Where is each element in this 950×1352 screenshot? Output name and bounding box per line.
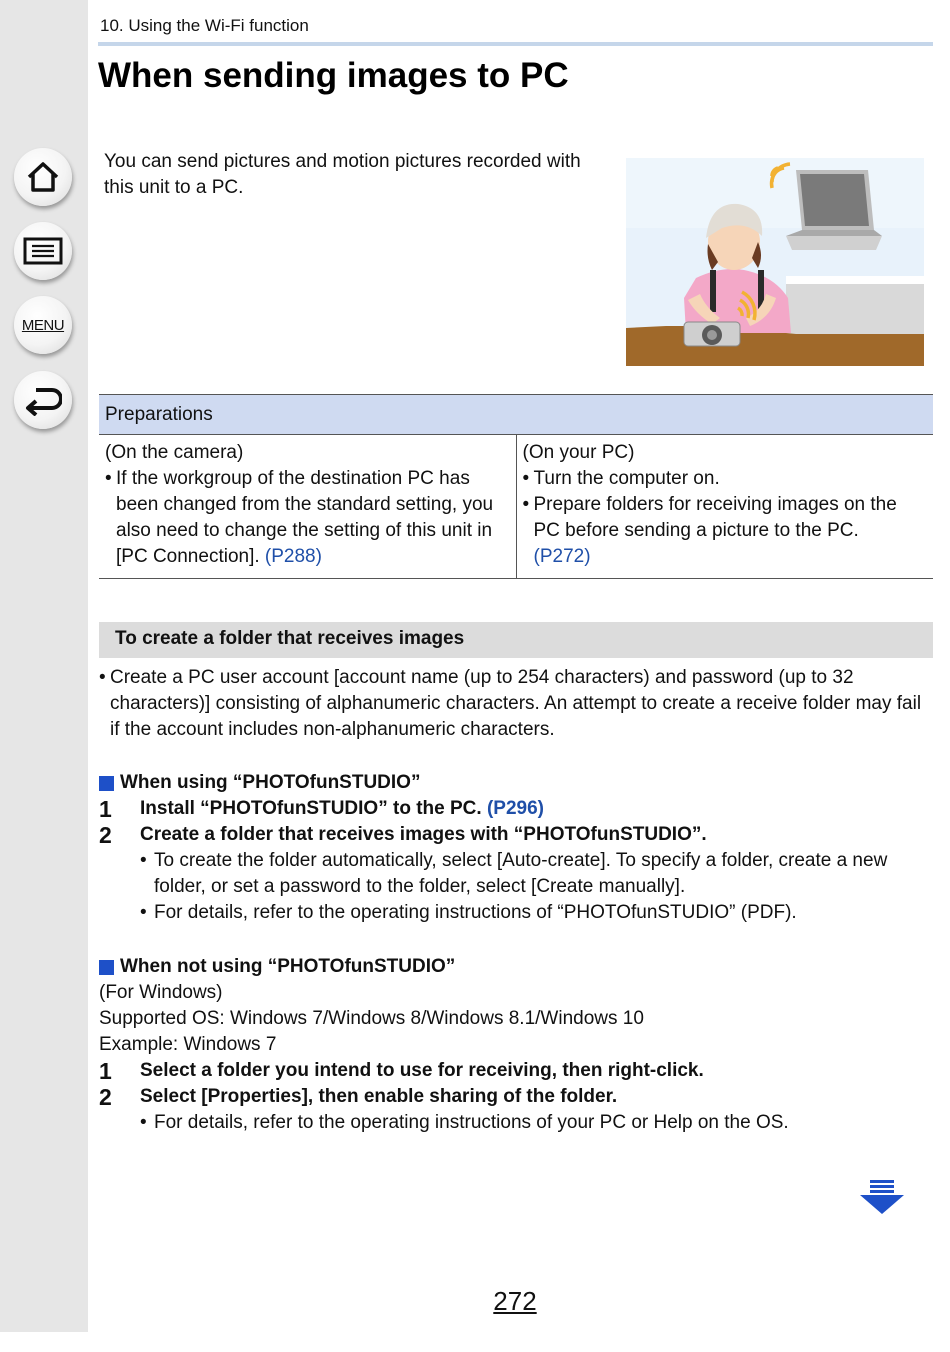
camera-preparation-cell (99, 435, 516, 579)
menu-label: MENU (21, 316, 65, 334)
blue-square-marker (99, 776, 114, 791)
bullet: • (140, 1112, 147, 1133)
next-page-button[interactable] (858, 1180, 906, 1221)
step-number: 1 (99, 1058, 112, 1084)
pc-bullet-1: Turn the computer on. (533, 468, 720, 489)
note-auto-create: To create the folder automatically, select [Auto-create]. To specify a folder, create a new folder, or set a password to the folder, select [Create manually]. (154, 850, 888, 897)
bullet: • (140, 902, 147, 923)
sidebar (0, 0, 88, 1352)
contents-button[interactable] (14, 222, 72, 280)
down-arrow-icon (858, 1180, 906, 1216)
folder-section-title: To create a folder that receives images (115, 628, 465, 649)
bullet: • (140, 850, 147, 871)
step-install-text: Install “PHOTOfunSTUDIO” to the PC. (140, 798, 482, 819)
link-p272[interactable]: (P272) (533, 546, 591, 567)
supported-os-line: Supported OS: Windows 7/Windows 8/Windows 8.1/Windows 10 (99, 1008, 644, 1029)
illustration-wifi-transfer (626, 158, 924, 366)
using-photofunstudio-title: When using “PHOTOfunSTUDIO” (120, 772, 421, 793)
return-arrow-icon (24, 384, 62, 416)
menu-button[interactable] (14, 296, 72, 354)
step-number: 2 (99, 822, 112, 848)
for-windows-line: (For Windows) (99, 982, 223, 1003)
not-using-photofunstudio-title: When not using “PHOTOfunSTUDIO” (120, 956, 456, 977)
step-create-folder-text: Create a folder that receives images with “PHOTOfunSTUDIO”. (140, 824, 707, 845)
sidebar-footer (0, 1332, 88, 1352)
intro-text: You can send pictures and motion pictures recorded with this unit to a PC. (104, 151, 581, 198)
folder-section-header (99, 622, 933, 658)
camera-icon (684, 322, 740, 346)
preparations-table (99, 394, 933, 579)
account-bullet-text: Create a PC user account [account name (up to 254 characters) and password (up to 32 characters)] consisting of alphanumeric characters. An attempt to create a receive folder may fail if the account includes non-alphanumeric characters. (110, 667, 922, 740)
step-number: 1 (99, 796, 112, 822)
note-os-help: For details, refer to the operating instructions of your PC or Help on the OS. (154, 1112, 789, 1133)
using-photofunstudio-section (99, 770, 933, 926)
camera-heading: (On the camera) (105, 442, 244, 463)
pc-bullet-2: Prepare folders for receiving images on the PC before sending a picture to the PC. (533, 494, 897, 541)
not-using-photofunstudio-section (99, 954, 933, 1136)
section-label: 10. Using the Wi-Fi function (100, 16, 309, 35)
page-number: 272 (493, 1286, 537, 1316)
step-select-folder-text: Select a folder you intend to use for receiving, then right-click. (140, 1060, 704, 1081)
folder-section-body (99, 665, 933, 743)
preparations-title: Preparations (99, 395, 933, 435)
bullet: • (99, 667, 106, 688)
page-title: When sending images to PC (98, 56, 569, 95)
bullet: • (522, 468, 530, 489)
camera-bullet-text: If the workgroup of the destination PC has been changed from the standard setting, you also need to change the setting of this unit in [PC Connection]. (116, 468, 494, 567)
header-rule (98, 42, 933, 46)
home-icon (25, 160, 61, 194)
link-p288[interactable]: (P288) (264, 546, 322, 567)
bullet: • (105, 468, 112, 489)
home-button[interactable] (14, 148, 72, 206)
link-p296[interactable]: (P296) (486, 798, 544, 819)
pc-heading: (On your PC) (522, 442, 635, 463)
example-line: Example: Windows 7 (99, 1034, 277, 1055)
bullet: • (522, 494, 530, 515)
blue-square-marker (99, 960, 114, 975)
step-number: 2 (99, 1084, 112, 1110)
step-properties-text: Select [Properties], then enable sharing of the folder. (140, 1086, 618, 1107)
pc-preparation-cell (516, 435, 933, 579)
note-pdf-details: For details, refer to the operating instructions of “PHOTOfunSTUDIO” (PDF). (154, 902, 797, 923)
list-icon (23, 237, 63, 265)
back-button[interactable] (14, 371, 72, 429)
laptop-icon (786, 170, 882, 250)
